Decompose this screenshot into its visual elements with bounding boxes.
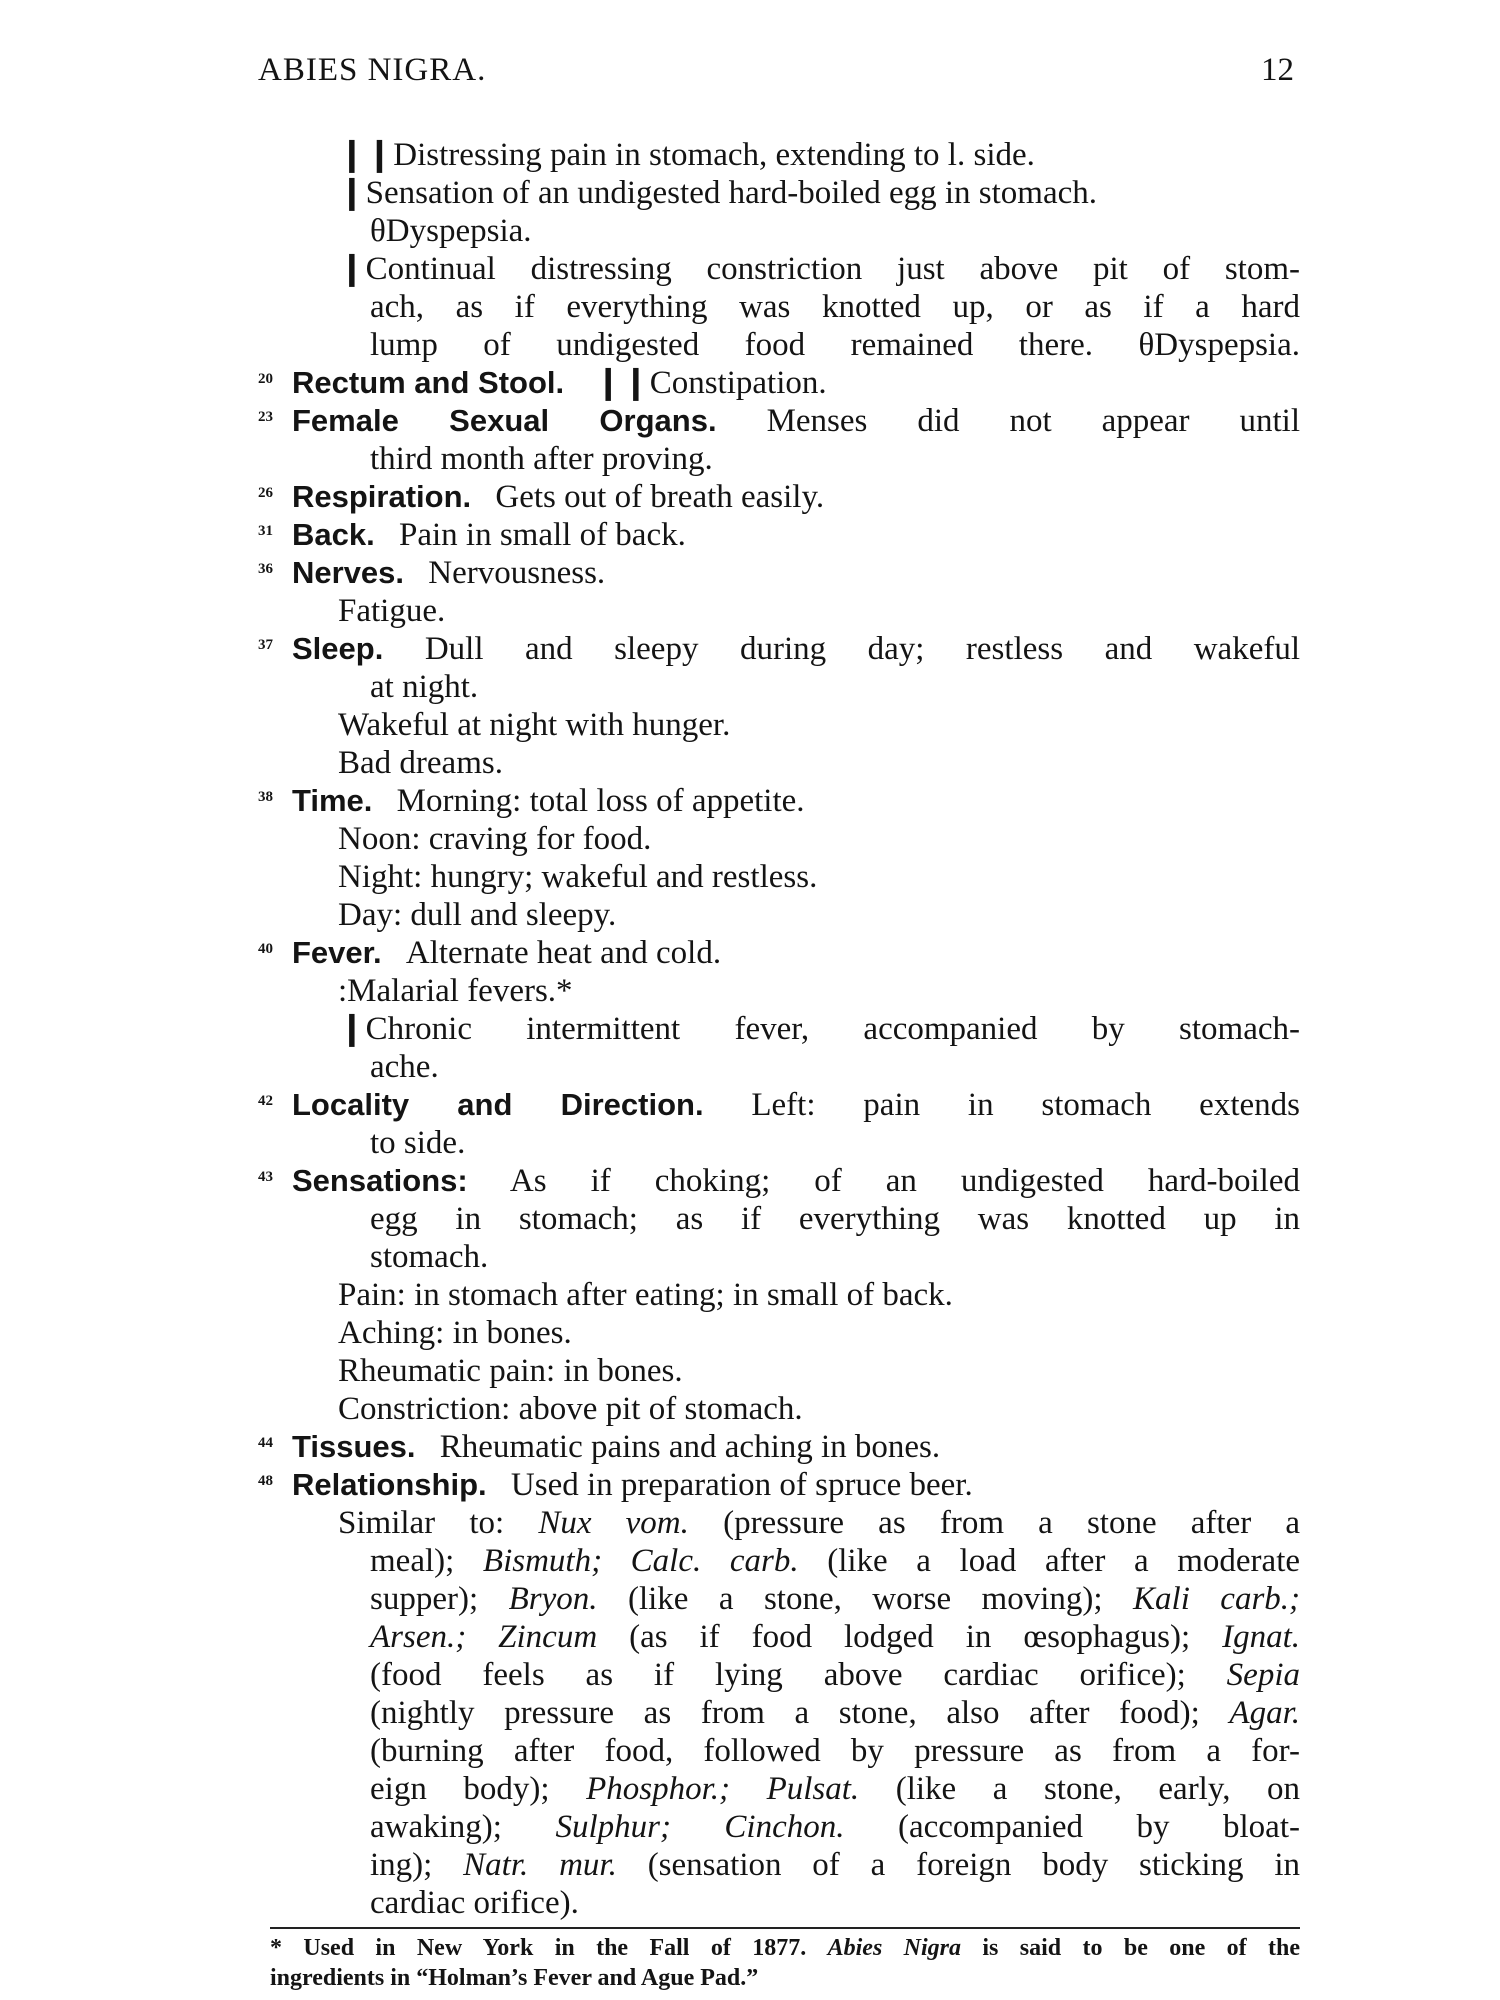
text-line: Day: dull and sleepy. <box>338 897 617 933</box>
section-number: 40 <box>258 941 273 957</box>
running-head: ABIES NIGRA. <box>258 52 487 88</box>
section-text: Menses did not appear until <box>766 403 1301 439</box>
section-heading: Female Sexual Organs. <box>292 403 717 438</box>
section-number: 42 <box>258 1093 273 1109</box>
footnote-line: ingredients in “Holman’s Fever and Ague Pad.” <box>270 1965 759 1991</box>
section-heading: Rectum and Stool. <box>292 365 565 400</box>
relationship-line <box>370 1618 1300 1656</box>
text-fragment: (nightly pressure as from a stone, also after food); <box>370 1695 1200 1731</box>
section-number: 43 <box>258 1169 273 1185</box>
section-number: 37 <box>258 637 273 653</box>
text-fragment: (like a load after a moderate <box>827 1543 1301 1579</box>
relationship-line <box>370 1656 1300 1694</box>
text-line: :Malarial fevers.* <box>338 973 573 1009</box>
text-line: ache. <box>370 1049 439 1085</box>
section-text: Morning: total loss of appetite. <box>396 783 805 819</box>
text-fragment: Similar to: <box>338 1505 505 1541</box>
footnote-text: * Used in New York in the Fall of 1877. <box>270 1935 807 1961</box>
text-line: to side. <box>370 1125 466 1161</box>
section-heading: Tissues. <box>292 1429 416 1464</box>
footnote-line <box>270 1933 1300 1963</box>
section-number: 44 <box>258 1435 273 1451</box>
text-line: ❙Continual distressing constriction just above pit of stom- <box>338 251 1300 287</box>
text-line: Fatigue. <box>338 593 446 629</box>
section-text: Dull and sleepy during day; restless and wakeful <box>424 631 1300 667</box>
remedy-name: Ignat. <box>1222 1619 1301 1655</box>
section-nerves <box>258 554 605 592</box>
section-back <box>258 516 686 554</box>
remedy-name: Sulphur; Cinchon. <box>555 1809 845 1845</box>
text-line: stomach. <box>370 1239 489 1275</box>
section-number: 38 <box>258 789 273 805</box>
text-fragment: (like a stone, early, on <box>895 1771 1301 1807</box>
section-sleep <box>258 630 1300 668</box>
section-heading: Fever. <box>292 935 382 970</box>
text-line: lump of undigested food remained there. θDyspepsia. <box>370 327 1300 363</box>
text-fragment: (as if food lodged in œsophagus); <box>629 1619 1191 1655</box>
relationship-line <box>370 1580 1300 1618</box>
relationship-line: cardiac orifice). <box>370 1885 579 1921</box>
text-line: ❙Chronic intermittent fever, accompanied by stomach- <box>338 1011 1300 1047</box>
text-line: egg in stomach; as if everything was knotted up in <box>370 1201 1300 1237</box>
section-text: Left: pain in stomach extends <box>751 1087 1300 1123</box>
page-header <box>258 52 1294 96</box>
section-text: As if choking; of an undigested hard-boiled <box>509 1163 1300 1199</box>
footnote <box>270 1933 1300 1993</box>
remedy-name: Phosphor.; Pulsat. <box>586 1771 860 1807</box>
section-respiration <box>258 478 824 516</box>
relationship-line <box>370 1846 1300 1884</box>
remedy-name: Arsen.; Zincum <box>370 1619 598 1655</box>
section-heading: Sensations: <box>292 1163 468 1198</box>
text-fragment: ing); <box>370 1847 433 1883</box>
text-line: Night: hungry; wakeful and restless. <box>338 859 818 895</box>
footnote-rule <box>270 1927 1300 1929</box>
text-line: Noon: craving for food. <box>338 821 652 857</box>
section-text: Alternate heat and cold. <box>405 935 722 971</box>
text-line: third month after proving. <box>370 441 713 477</box>
relationship-line <box>370 1542 1300 1580</box>
section-text: Gets out of breath easily. <box>495 479 825 515</box>
page-number: 12 <box>1261 52 1294 88</box>
text-fragment: eign body); <box>370 1771 550 1807</box>
text-line: Wakeful at night with hunger. <box>338 707 731 743</box>
section-tissues <box>258 1428 940 1466</box>
text-line: at night. <box>370 669 479 705</box>
section-heading: Nerves. <box>292 555 405 590</box>
text-line: ❙❙Distressing pain in stomach, extending to l. side. <box>338 137 1035 173</box>
section-text: Pain in small of back. <box>398 517 686 553</box>
section-number: 48 <box>258 1473 273 1489</box>
text-line: Aching: in bones. <box>338 1315 572 1351</box>
text-line: ❙Sensation of an undigested hard-boiled egg in stomach. <box>338 175 1097 211</box>
section-number: 31 <box>258 523 273 539</box>
section-text: ❙❙Constipation. <box>594 365 827 401</box>
section-fever <box>258 934 721 972</box>
section-heading: Back. <box>292 517 375 552</box>
text-line: ach, as if everything was knotted up, or as if a hard <box>370 289 1300 325</box>
relationship-line <box>370 1808 1300 1846</box>
relationship-line <box>370 1770 1300 1808</box>
section-heading: Respiration. <box>292 479 472 514</box>
section-heading: Locality and Direction. <box>292 1087 704 1122</box>
text-fragment: (sensation of a foreign body sticking in <box>647 1847 1301 1883</box>
text-fragment: (food feels as if lying above cardiac orifice); <box>370 1657 1186 1693</box>
section-rectum <box>258 364 827 402</box>
section-number: 36 <box>258 561 273 577</box>
remedy-name: Bismuth; Calc. carb. <box>482 1543 799 1579</box>
text-fragment: (like a stone, worse moving); <box>627 1581 1103 1617</box>
relationship-line: (burning after food, followed by pressure as from a for- <box>370 1733 1300 1769</box>
relationship-line <box>338 1504 1300 1542</box>
text-line: Constriction: above pit of stomach. <box>338 1391 803 1427</box>
section-female <box>258 402 1300 440</box>
text-fragment: supper); <box>370 1581 479 1617</box>
section-text: Nervousness. <box>428 555 606 591</box>
section-text: Rheumatic pains and aching in bones. <box>439 1429 941 1465</box>
section-heading: Time. <box>292 783 373 818</box>
section-text: Used in preparation of spruce beer. <box>510 1467 973 1503</box>
text-line: θDyspepsia. <box>370 213 532 249</box>
remedy-name: Natr. mur. <box>463 1847 617 1883</box>
section-number: 20 <box>258 371 273 387</box>
remedy-name: Bryon. <box>508 1581 598 1617</box>
text-fragment: meal); <box>370 1543 455 1579</box>
section-relationship <box>258 1466 973 1504</box>
remedy-name: Agar. <box>1229 1695 1301 1731</box>
remedy-name: Kali carb.; <box>1133 1581 1301 1617</box>
section-number: 26 <box>258 485 273 501</box>
section-time <box>258 782 805 820</box>
section-heading: Sleep. <box>292 631 384 666</box>
text-fragment: (pressure as from a stone after a <box>723 1505 1301 1541</box>
section-heading: Relationship. <box>292 1467 487 1502</box>
section-number: 23 <box>258 409 273 425</box>
text-fragment: (accompanied by bloat- <box>897 1809 1300 1845</box>
remedy-name: Nux vom. <box>538 1505 689 1541</box>
text-line: Pain: in stomach after eating; in small of back. <box>338 1277 953 1313</box>
relationship-line <box>370 1694 1300 1732</box>
section-locality <box>258 1086 1300 1124</box>
footnote-remedy: Abies Nigra <box>827 1935 961 1961</box>
footnote-text: is said to be one of the <box>982 1935 1301 1961</box>
text-fragment: awaking); <box>370 1809 502 1845</box>
text-line: Rheumatic pain: in bones. <box>338 1353 683 1389</box>
remedy-name: Sepia <box>1226 1657 1300 1693</box>
text-line: Bad dreams. <box>338 745 503 781</box>
section-sensations <box>258 1162 1300 1200</box>
